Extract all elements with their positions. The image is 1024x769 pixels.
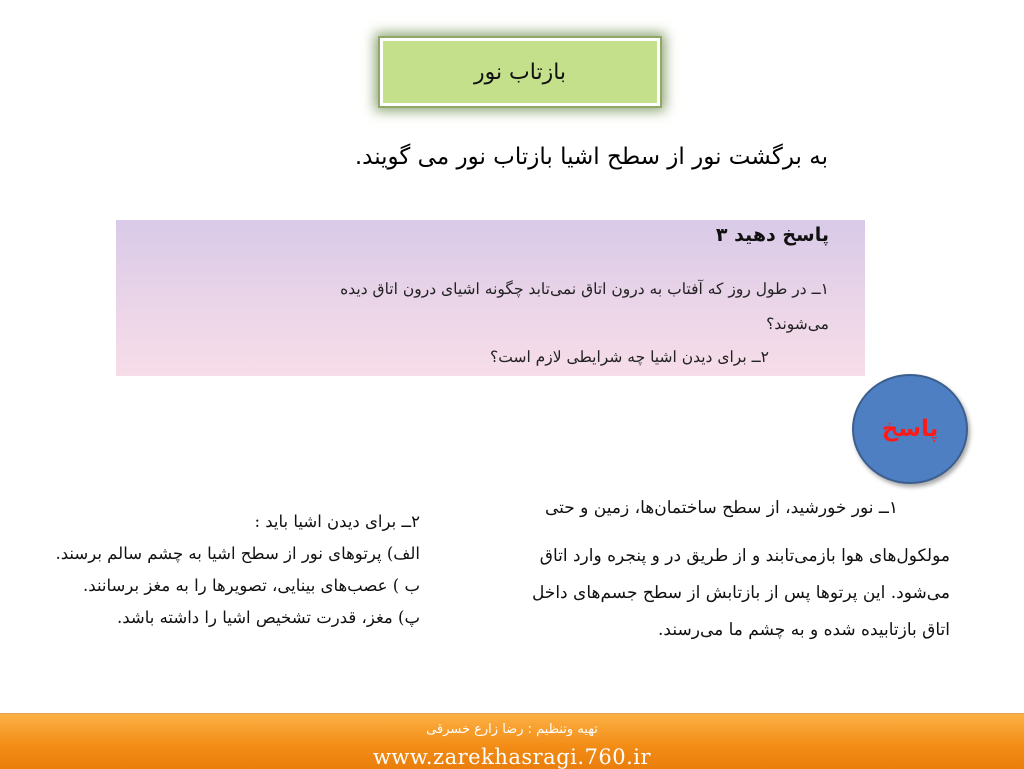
slide-title: بازتاب نور — [473, 59, 567, 85]
footer-credit: تهیه وتنظیم : رضا زارع خسرقی — [426, 722, 598, 737]
answer-button[interactable] — [852, 374, 968, 484]
question-box — [116, 220, 865, 376]
answer-1-line: ۱ــ نور خورشید، از سطح ساختمان‌ها، زمین و حتی — [544, 498, 898, 518]
answer-button-label: پاسخ — [881, 416, 939, 442]
answer-1-line: اتاق بازتابیده شده و به چشم ما می‌رسند. — [658, 620, 950, 640]
answer-2-block — [0, 506, 420, 634]
answer-1-block — [470, 498, 950, 649]
answer-2-line: ب ) عصب‌های بینایی، تصویرها را به مغز برسانند. — [83, 576, 420, 595]
answer-2-line: پ) مغز، قدرت تشخیص اشیا را داشته باشد. — [116, 608, 420, 627]
footer-url[interactable]: www.zarekhasragi.760.ir — [372, 745, 652, 769]
question-1-line-1: ۱ــ در طول روز که آفتاب به درون اتاق نمی‌تابد چگونه اشیای درون اتاق دیده — [340, 280, 829, 298]
answer-1-line: می‌شود. این پرتوها پس از بازتابش از سطح جسم‌های داخل — [531, 583, 950, 603]
question-2: ۲ــ برای دیدن اشیا چه شرایطی لازم است؟ — [490, 348, 769, 366]
question-1-line-2: می‌شوند؟ — [766, 315, 829, 333]
question-heading: پاسخ دهید ۳ — [715, 224, 829, 246]
answer-2-line: الف) پرتوهای نور از سطح اشیا به چشم سالم برسند. — [55, 544, 420, 563]
footer-bar — [0, 713, 1024, 769]
definition-text: به برگشت نور از سطح اشیا بازتاب نور می گویند. — [354, 144, 828, 170]
answer-2-line: ۲ــ برای دیدن اشیا باید : — [254, 512, 420, 531]
answer-1-line: مولکول‌های هوا بازمی‌تابند و از طریق در و پنجره وارد اتاق — [539, 546, 950, 566]
slide-title-box — [380, 38, 660, 106]
